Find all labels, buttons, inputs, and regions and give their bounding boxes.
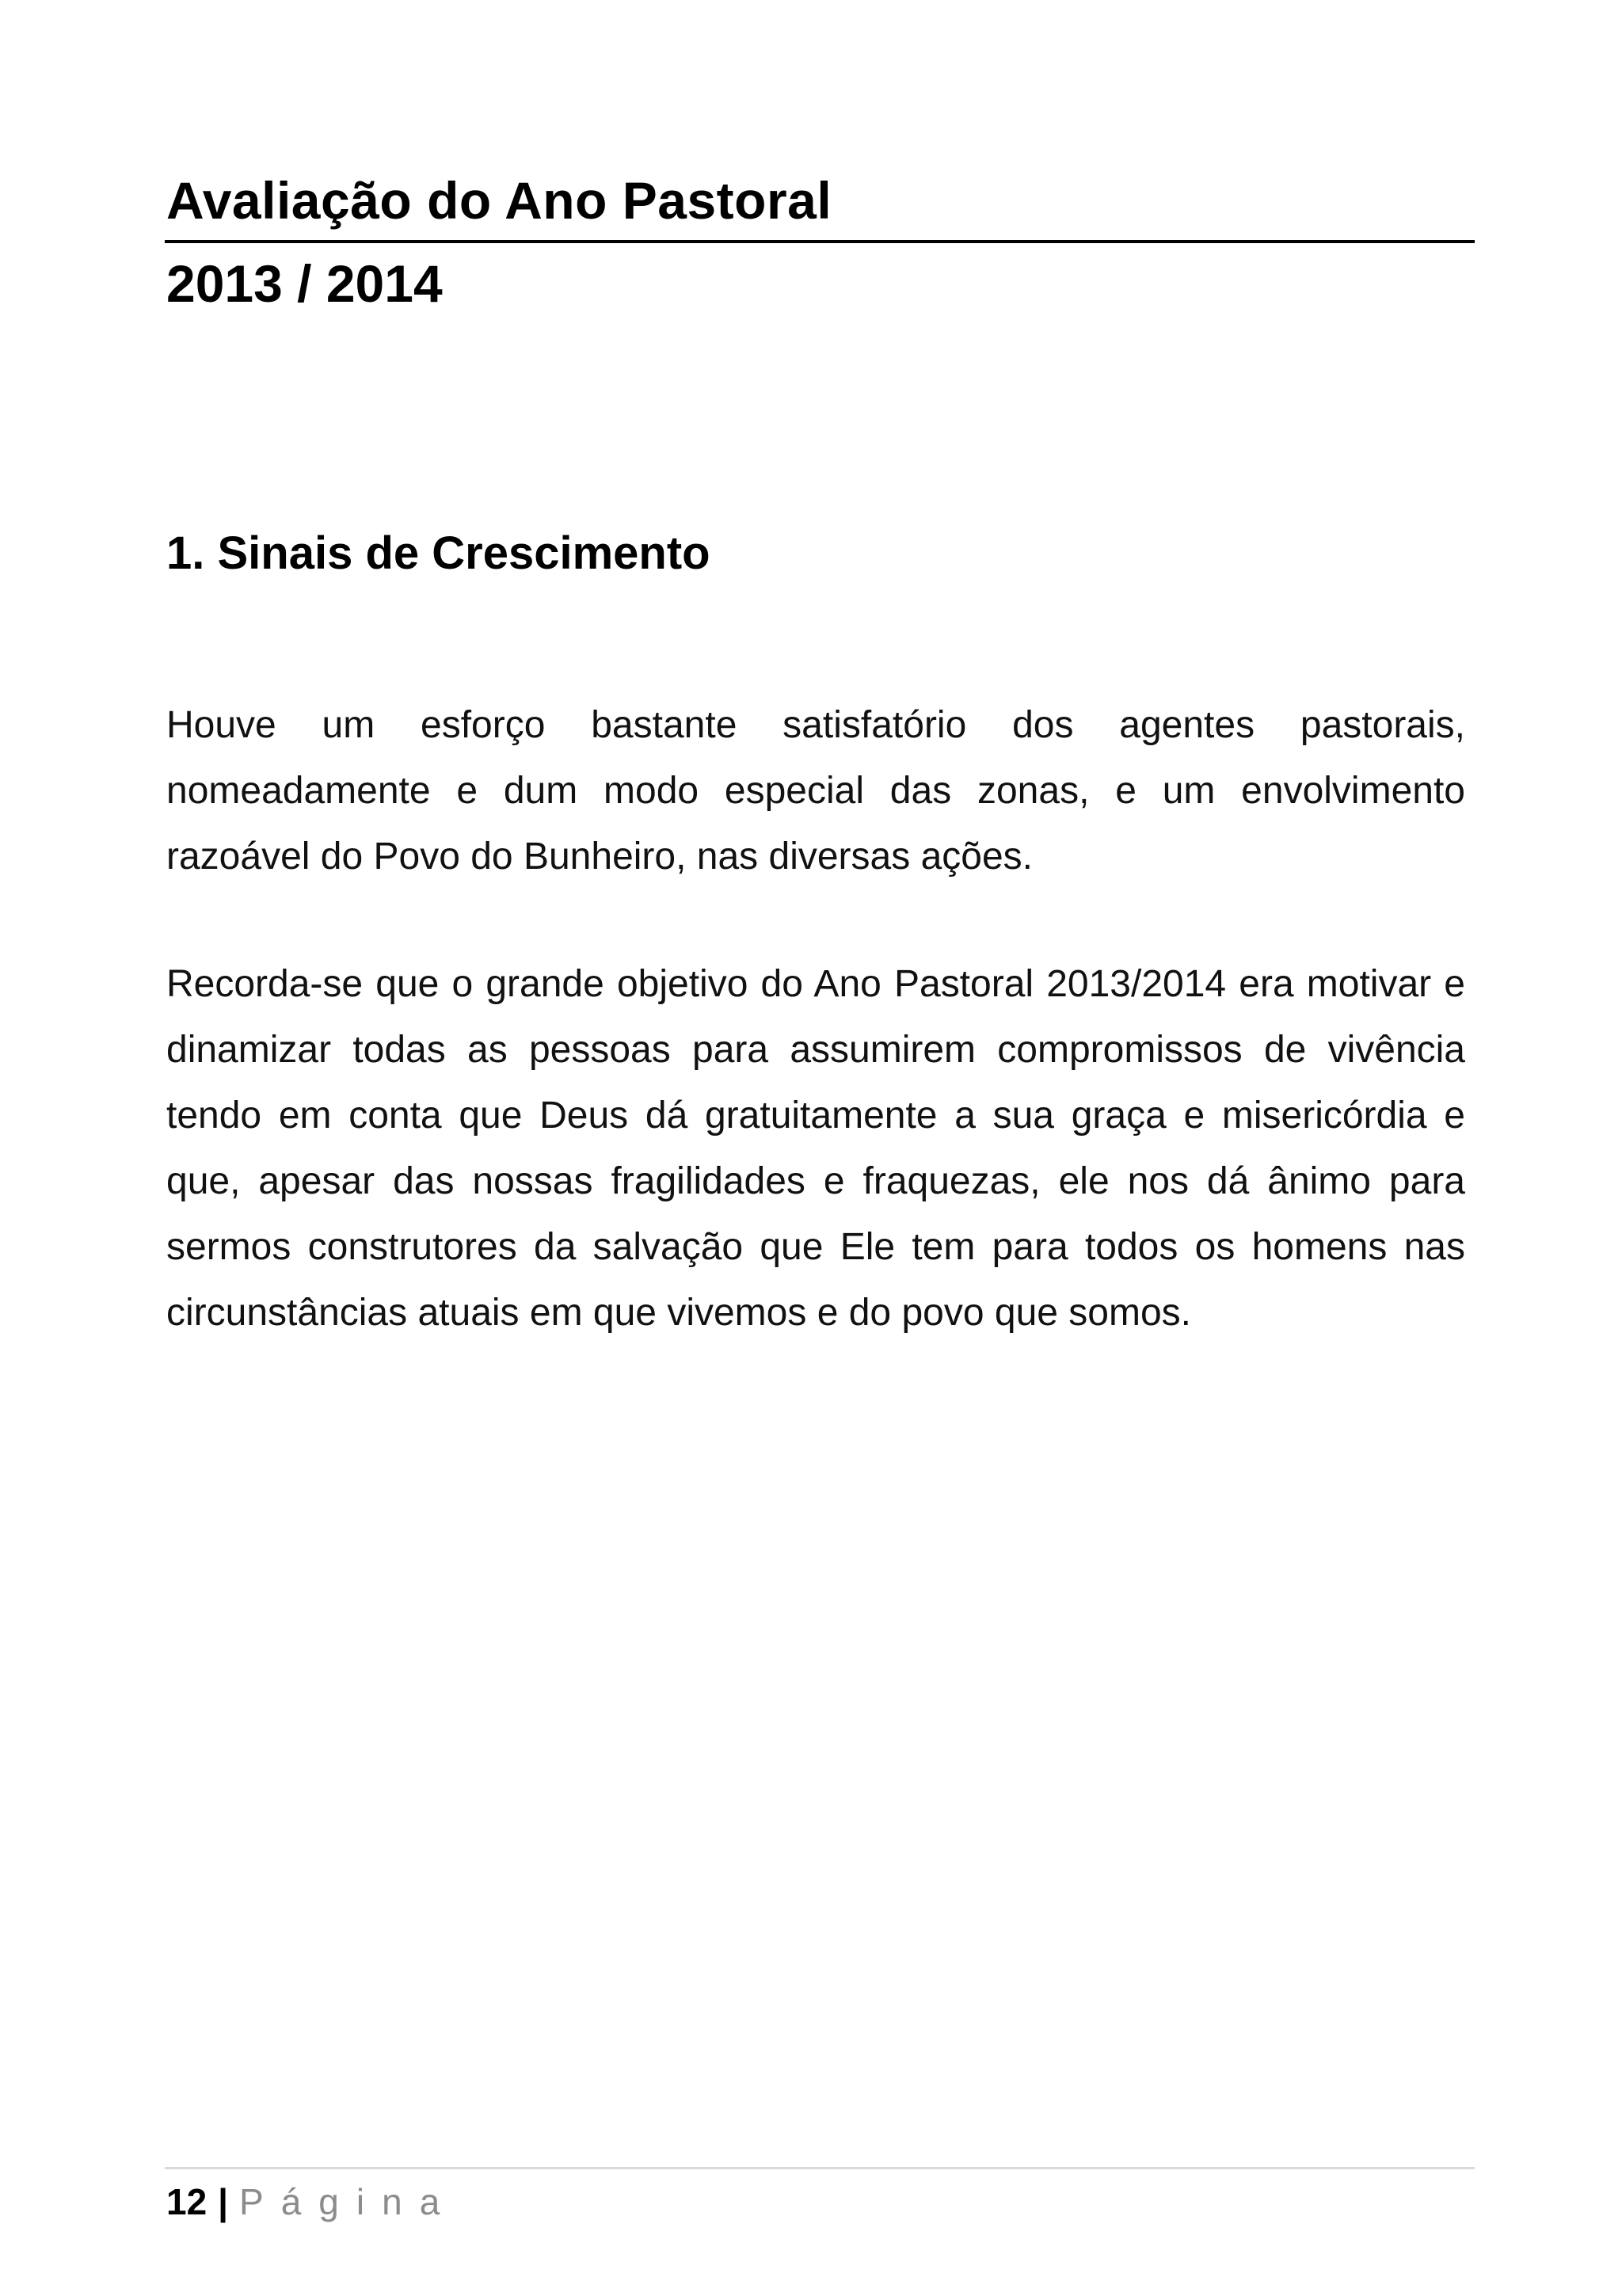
header-divider [165,240,1475,243]
page-number: 12 [166,2181,208,2222]
page-label: Página [239,2181,458,2222]
page-footer [166,2174,457,2229]
document-title: Avaliação do Ano Pastoral [166,171,832,230]
footer-separator: | [218,2181,229,2222]
body-paragraph: Houve um esforço bastante satisfatório dos agentes pastorais, nomeadamente e dum modo especial das zonas, e um envolvimento razoável do Povo do Bunheiro, nas diversas ações. [166,704,1465,878]
footer-divider [165,2167,1475,2169]
body-paragraph: Recorda-se que o grande objetivo do Ano Pastoral 2013/2014 era motivar e dinamizar todas as pessoas para assumirem compromissos de vivência tendo em conta que Deus dá gratuitamente a sua graça e misericórdia e que, apesar das nossas fragilidades e fraquezas, ele nos dá ânimo para sermos construtores da salvação que Ele tem para todos os homens nas circunstâncias atuais em que vivemos e do povo que somos. [166,963,1465,1334]
section-heading: 1. Sinais de Crescimento [166,527,710,579]
document-year: 2013 / 2014 [166,254,443,313]
